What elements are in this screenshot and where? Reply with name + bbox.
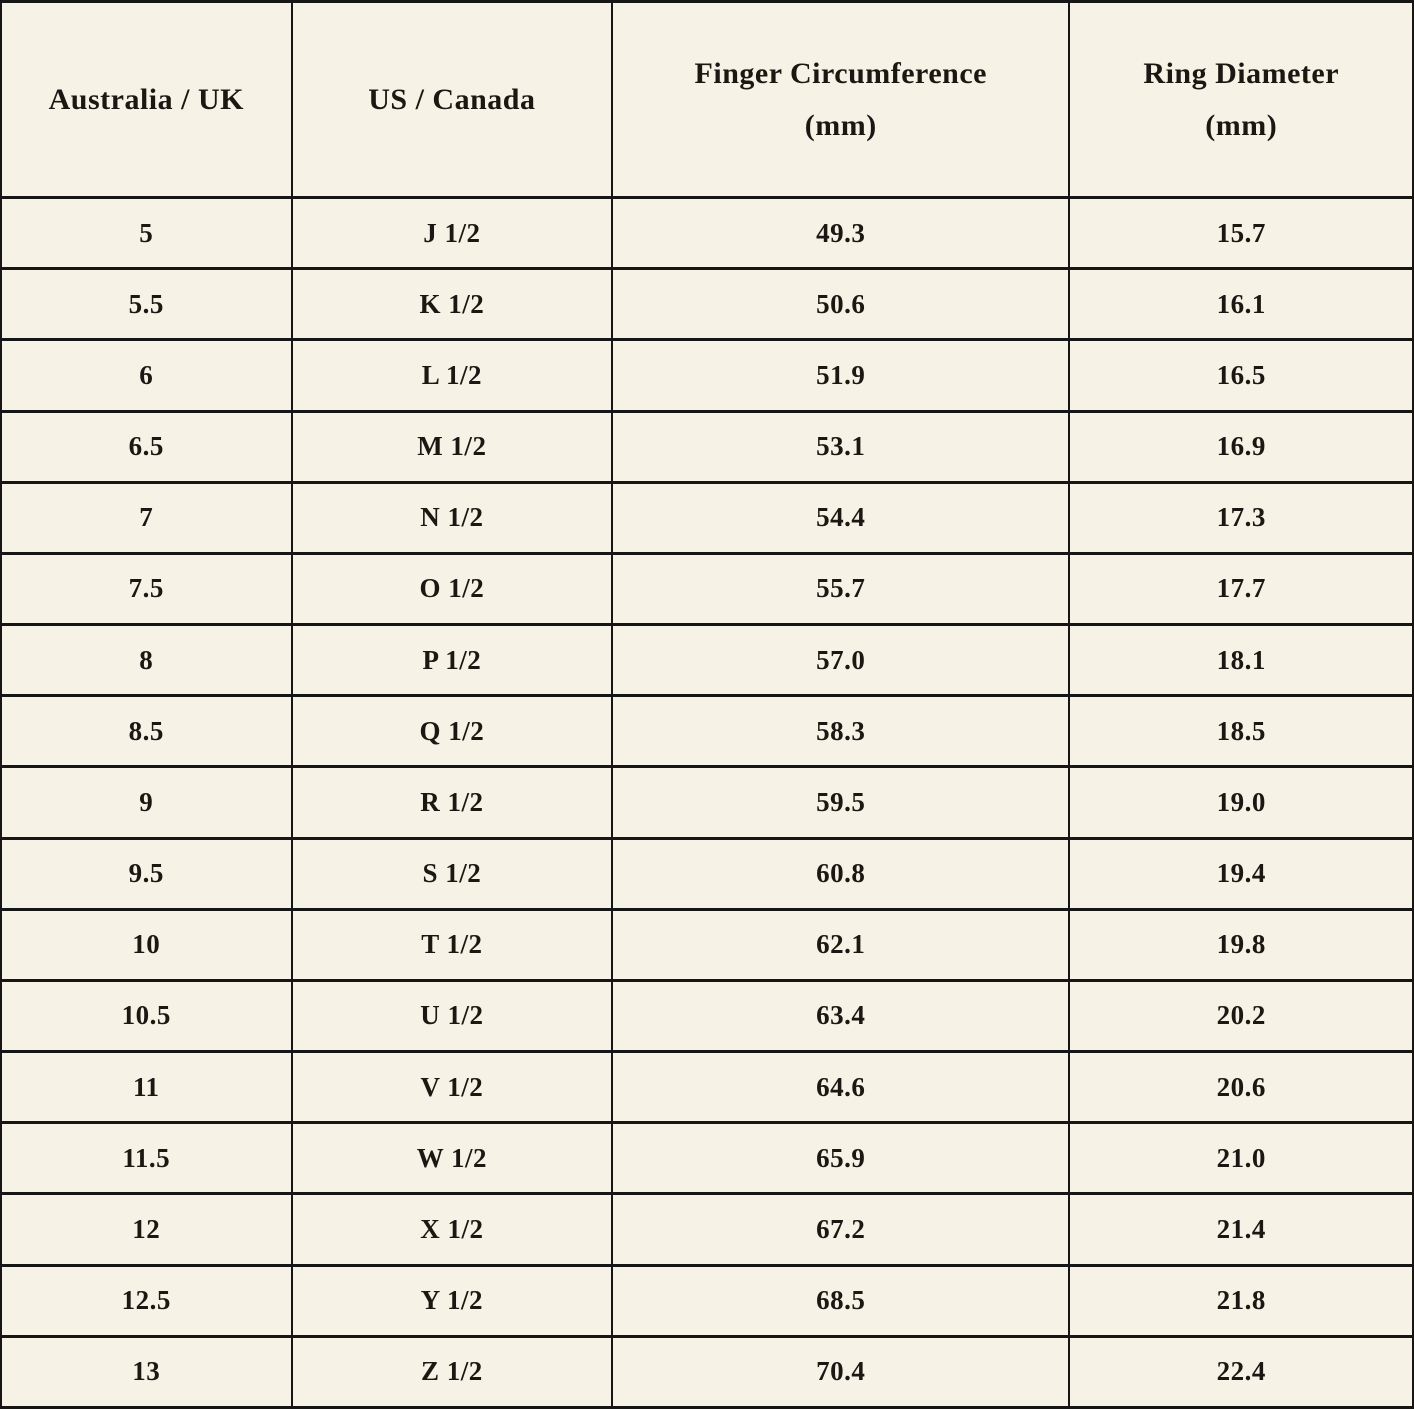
table-row: [1, 909, 1413, 980]
table-row: [1, 1123, 1413, 1194]
table-row: [1, 553, 1413, 624]
cell-ring-diameter: 21.8: [1069, 1265, 1413, 1336]
cell-us-canada: O 1/2: [292, 553, 613, 624]
cell-finger-circumference: 53.1: [612, 411, 1069, 482]
table-row: [1, 1336, 1413, 1407]
cell-us-canada: Q 1/2: [292, 696, 613, 767]
cell-finger-circumference: 60.8: [612, 838, 1069, 909]
cell-ring-diameter: 16.5: [1069, 340, 1413, 411]
cell-us-canada: N 1/2: [292, 482, 613, 553]
cell-australia-uk: 12: [1, 1194, 292, 1265]
cell-ring-diameter: 17.7: [1069, 553, 1413, 624]
cell-australia-uk: 10.5: [1, 980, 292, 1051]
table-row: [1, 1265, 1413, 1336]
cell-us-canada: V 1/2: [292, 1052, 613, 1123]
cell-australia-uk: 6: [1, 340, 292, 411]
cell-finger-circumference: 70.4: [612, 1336, 1069, 1407]
table-row: [1, 1194, 1413, 1265]
cell-us-canada: X 1/2: [292, 1194, 613, 1265]
col-header-label: Ring Diameter: [1143, 56, 1340, 90]
cell-us-canada: Y 1/2: [292, 1265, 613, 1336]
cell-us-canada: L 1/2: [292, 340, 613, 411]
cell-australia-uk: 12.5: [1, 1265, 292, 1336]
cell-australia-uk: 11.5: [1, 1123, 292, 1194]
header-row: [1, 2, 1413, 198]
cell-finger-circumference: 67.2: [612, 1194, 1069, 1265]
cell-australia-uk: 11: [1, 1052, 292, 1123]
table-row: [1, 482, 1413, 553]
cell-finger-circumference: 57.0: [612, 625, 1069, 696]
cell-australia-uk: 9.5: [1, 838, 292, 909]
col-header-finger-circumference: [612, 2, 1069, 198]
cell-ring-diameter: 16.9: [1069, 411, 1413, 482]
cell-finger-circumference: 58.3: [612, 696, 1069, 767]
cell-us-canada: P 1/2: [292, 625, 613, 696]
cell-australia-uk: 10: [1, 909, 292, 980]
cell-finger-circumference: 65.9: [612, 1123, 1069, 1194]
cell-finger-circumference: 62.1: [612, 909, 1069, 980]
table-row: [1, 625, 1413, 696]
cell-ring-diameter: 21.4: [1069, 1194, 1413, 1265]
cell-ring-diameter: 18.5: [1069, 696, 1413, 767]
table-row: [1, 696, 1413, 767]
table-row: [1, 340, 1413, 411]
cell-australia-uk: 6.5: [1, 411, 292, 482]
col-header-label: Australia / UK: [48, 82, 244, 116]
cell-us-canada: J 1/2: [292, 198, 613, 269]
cell-ring-diameter: 22.4: [1069, 1336, 1413, 1407]
table-body: [1, 198, 1413, 1408]
col-header-australia-uk: [1, 2, 292, 198]
cell-finger-circumference: 68.5: [612, 1265, 1069, 1336]
cell-ring-diameter: 21.0: [1069, 1123, 1413, 1194]
cell-finger-circumference: 63.4: [612, 980, 1069, 1051]
cell-australia-uk: 13: [1, 1336, 292, 1407]
cell-us-canada: K 1/2: [292, 269, 613, 340]
cell-us-canada: S 1/2: [292, 838, 613, 909]
cell-us-canada: Z 1/2: [292, 1336, 613, 1407]
cell-us-canada: W 1/2: [292, 1123, 613, 1194]
cell-ring-diameter: 15.7: [1069, 198, 1413, 269]
cell-ring-diameter: 19.8: [1069, 909, 1413, 980]
cell-australia-uk: 8: [1, 625, 292, 696]
col-header-label: US / Canada: [368, 82, 536, 116]
cell-finger-circumference: 64.6: [612, 1052, 1069, 1123]
cell-australia-uk: 5.5: [1, 269, 292, 340]
cell-us-canada: T 1/2: [292, 909, 613, 980]
col-header-label: Finger Circumference: [694, 56, 987, 90]
col-header-sublabel: (mm): [1205, 108, 1278, 142]
cell-ring-diameter: 16.1: [1069, 269, 1413, 340]
cell-finger-circumference: 54.4: [612, 482, 1069, 553]
cell-australia-uk: 7: [1, 482, 292, 553]
cell-ring-diameter: 18.1: [1069, 625, 1413, 696]
cell-ring-diameter: 20.2: [1069, 980, 1413, 1051]
cell-australia-uk: 8.5: [1, 696, 292, 767]
cell-ring-diameter: 17.3: [1069, 482, 1413, 553]
col-header-ring-diameter: [1069, 2, 1413, 198]
table-row: [1, 1052, 1413, 1123]
cell-australia-uk: 9: [1, 767, 292, 838]
cell-finger-circumference: 59.5: [612, 767, 1069, 838]
cell-ring-diameter: 19.4: [1069, 838, 1413, 909]
cell-finger-circumference: 49.3: [612, 198, 1069, 269]
table-row: [1, 767, 1413, 838]
cell-finger-circumference: 51.9: [612, 340, 1069, 411]
col-header-sublabel: (mm): [804, 108, 877, 142]
cell-finger-circumference: 55.7: [612, 553, 1069, 624]
table-row: [1, 269, 1413, 340]
cell-finger-circumference: 50.6: [612, 269, 1069, 340]
cell-us-canada: R 1/2: [292, 767, 613, 838]
cell-ring-diameter: 19.0: [1069, 767, 1413, 838]
table-row: [1, 838, 1413, 909]
cell-us-canada: M 1/2: [292, 411, 613, 482]
col-header-us-canada: [292, 2, 613, 198]
cell-australia-uk: 7.5: [1, 553, 292, 624]
table-row: [1, 198, 1413, 269]
table-row: [1, 980, 1413, 1051]
table-row: [1, 411, 1413, 482]
cell-australia-uk: 5: [1, 198, 292, 269]
cell-ring-diameter: 20.6: [1069, 1052, 1413, 1123]
cell-us-canada: U 1/2: [292, 980, 613, 1051]
